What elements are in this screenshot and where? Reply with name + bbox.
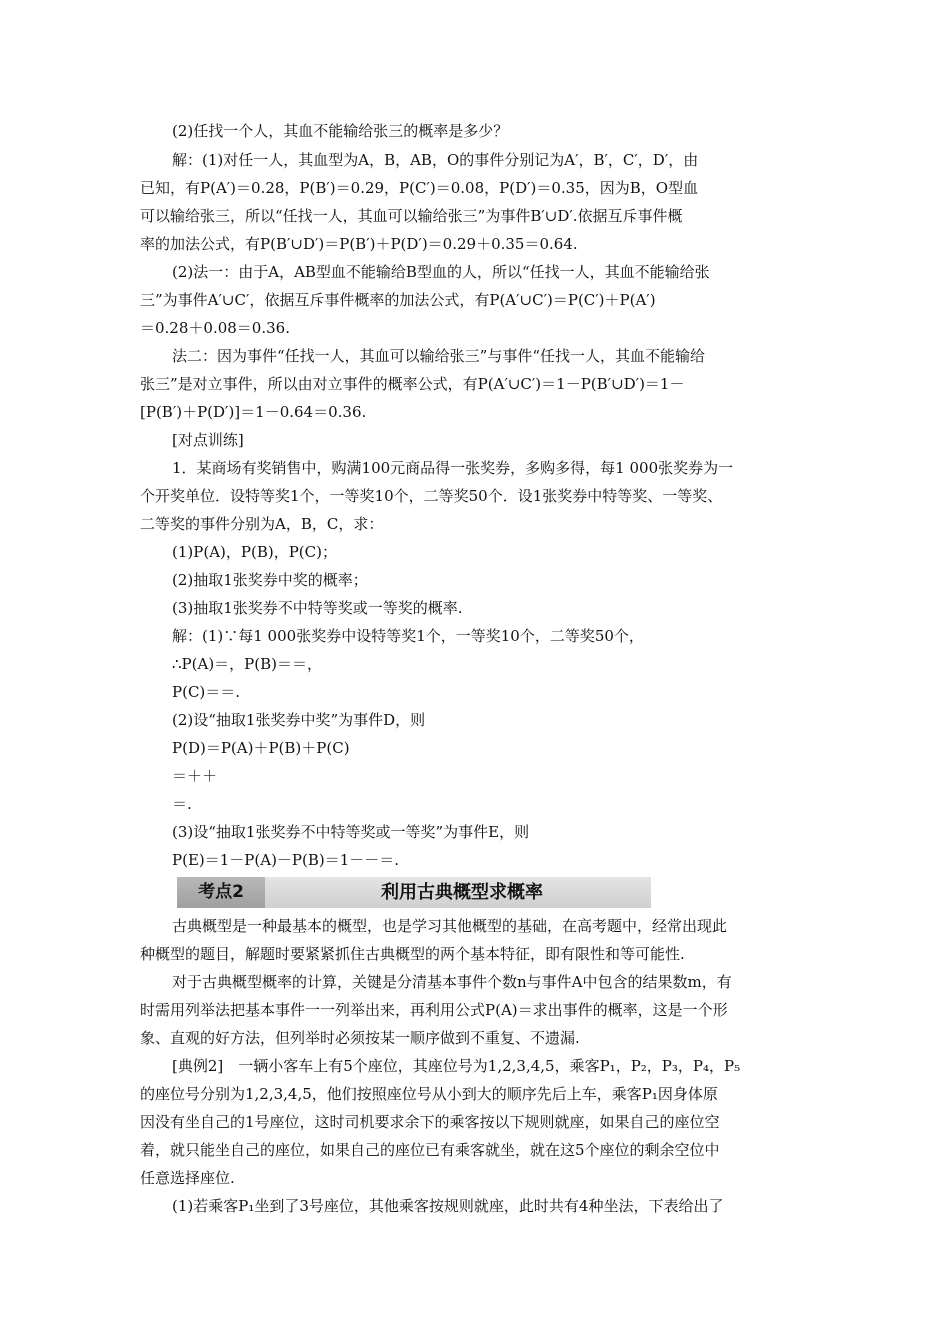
text-line: 任意选择座位. xyxy=(140,1169,235,1187)
text-line: 张三”是对立事件，所以由对立事件的概率公式，有P(A′∪C′)＝1－P(B′∪D′)＝1－ xyxy=(140,375,685,393)
text-line: 古典概型是一种最基本的概型，也是学习其他概型的基础，在高考题中，经常出现此 xyxy=(172,917,728,935)
text-line: ＝. xyxy=(172,795,192,813)
text-line: 种概型的题目，解题时要紧紧抓住古典概型的两个基本特征，即有限性和等可能性. xyxy=(140,945,685,963)
text-line: (3)设“抽取1张奖券不中特等奖或一等奖”为事件E，则 xyxy=(172,823,530,841)
text-line: P(D)＝P(A)＋P(B)＋P(C) xyxy=(172,739,350,757)
text-line: [典例2] 一辆小客车上有5个座位，其座位号为1,2,3,4,5，乘客P₁，P₂，P₃，P₄，P₅ xyxy=(172,1057,741,1075)
text-line: ＝＋＋ xyxy=(172,767,218,785)
banner-tag: 考点2 xyxy=(177,877,265,908)
text-line: P(E)＝1－P(A)－P(B)＝1－－＝. xyxy=(172,851,400,869)
text-line: 率的加法公式，有P(B′∪D′)＝P(B′)＋P(D′)＝0.29＋0.35＝0.64. xyxy=(140,235,578,253)
text-line: 因没有坐自己的1号座位，这时司机要求余下的乘客按以下规则就座，如果自己的座位空 xyxy=(140,1113,720,1131)
text-line: 可以输给张三，所以“任找一人，其血可以输给张三”为事件B′∪D′.依据互斥事件概 xyxy=(140,207,683,225)
text-line: [P(B′)＋P(D′)]＝1－0.64＝0.36. xyxy=(140,403,367,421)
text-line: (2)任找一个人，其血不能输给张三的概率是多少？ xyxy=(172,122,509,140)
text-line: 已知，有P(A′)＝0.28，P(B′)＝0.29，P(C′)＝0.08，P(D′)＝0.35，因为B，O型血 xyxy=(140,179,699,197)
text-line: (2)设“抽取1张奖券中奖”为事件D，则 xyxy=(172,711,426,729)
text-line: 个开奖单位．设特等奖1个，一等奖10个，二等奖50个．设1张奖券中特等奖、一等奖、 xyxy=(140,487,723,505)
text-line: 三”为事件A′∪C′，依据互斥事件概率的加法公式，有P(A′∪C′)＝P(C′)＋P(A′) xyxy=(140,291,656,309)
text-line: 着，就只能坐自己的座位，如果自己的座位已有乘客就坐，就在这5个座位的剩余空位中 xyxy=(140,1141,720,1159)
text-line: 法二：因为事件“任找一人，其血可以输给张三”与事件“任找一人，其血不能输给 xyxy=(172,347,706,365)
text-line: 时需用列举法把基本事件一一列举出来，再利用公式P(A)＝求出事件的概率，这是一个形 xyxy=(140,1001,728,1019)
text-line: (3)抽取1张奖券不中特等奖或一等奖的概率. xyxy=(172,599,463,617)
text-line: 二等奖的事件分别为A，B，C，求： xyxy=(140,515,384,533)
section-label: [对点训练] xyxy=(172,431,244,449)
text-line: 对于古典概型概率的计算，关键是分清基本事件个数n与事件A中包含的结果数m，有 xyxy=(172,973,732,991)
text-line: 1．某商场有奖销售中，购满100元商品得一张奖券，多购多得，每1 000张奖券为一 xyxy=(172,459,734,477)
text-line: 的座位号分别为1,2,3,4,5，他们按照座位号从小到大的顺序先后上车，乘客P₁因身体原 xyxy=(140,1085,718,1103)
text-line: 解：(1)对任一人，其血型为A，B，AB，O的事件分别记为A′，B′，C′，D′，由 xyxy=(172,151,699,169)
text-line: (2)法一：由于A，AB型血不能输给B型血的人，所以“任找一人，其血不能输给张 xyxy=(172,263,710,281)
text-line: P(C)＝＝. xyxy=(172,683,241,701)
section-banner xyxy=(177,877,651,908)
text-line: (2)抽取1张奖券中奖的概率； xyxy=(172,571,368,589)
text-line: (1)P(A)，P(B)，P(C)； xyxy=(172,543,337,561)
text-line: 象、直观的好方法，但列举时必须按某一顺序做到不重复、不遗漏. xyxy=(140,1029,580,1047)
text-line: ＝0.28＋0.08＝0.36. xyxy=(140,319,290,337)
text-line: (1)若乘客P₁坐到了3号座位，其他乘客按规则就座，此时共有4种坐法，下表给出了 xyxy=(172,1197,724,1215)
text-line: 解：(1)∵每1 000张奖券中设特等奖1个，一等奖10个，二等奖50个， xyxy=(172,627,644,645)
banner-title: 利用古典概型求概率 xyxy=(381,882,543,903)
text-line: ∴P(A)＝，P(B)＝＝， xyxy=(172,655,322,673)
